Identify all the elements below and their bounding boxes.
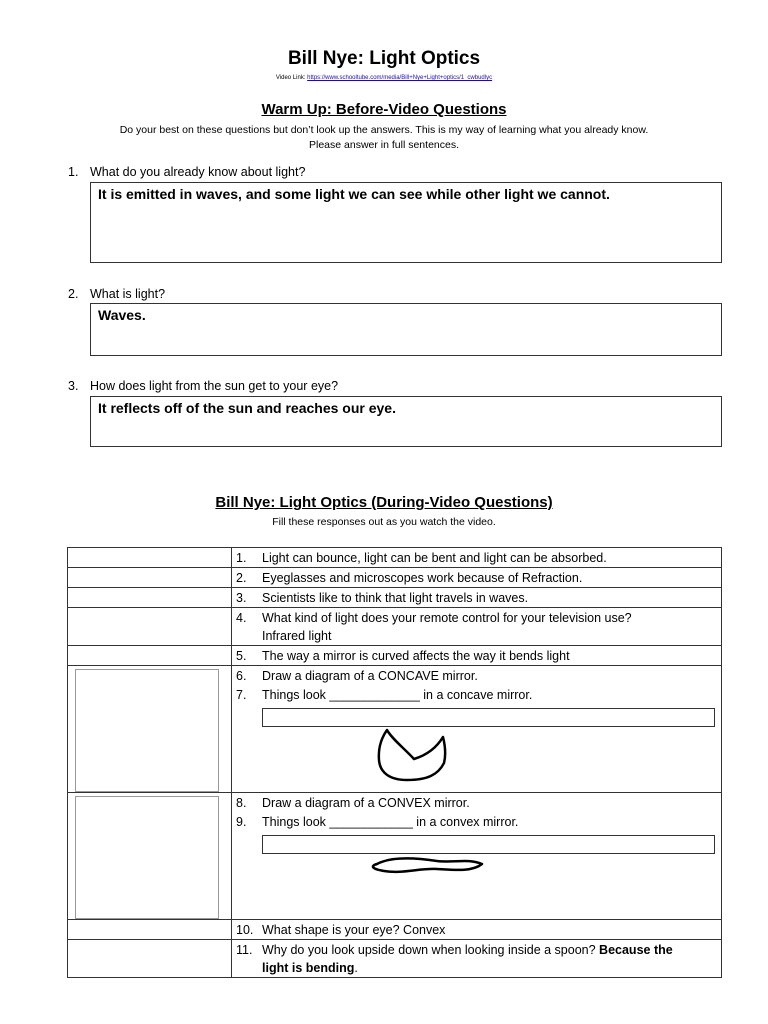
- drawing-cell: [68, 793, 232, 920]
- answer-box-3[interactable]: It reflects off of the sun and reaches our eye.: [90, 396, 722, 447]
- question-1: [68, 165, 305, 179]
- doodle-stroke: [373, 858, 482, 871]
- question-cell: [232, 940, 722, 978]
- question-text: What do you already know about light?: [90, 165, 306, 179]
- row-text: Things look _____________ in a concave mirror.: [262, 688, 533, 702]
- question-cell: [232, 920, 722, 940]
- row-text: The way a mirror is curved affects the way it bends light: [262, 649, 570, 663]
- row-text: What kind of light does your remote control for your television use?: [262, 611, 632, 625]
- row-number: 6.: [236, 669, 247, 683]
- question-2: [68, 287, 165, 301]
- question-cell: [232, 588, 722, 608]
- row-text: [262, 941, 717, 959]
- question-text: Why do you look upside down when looking inside a spoon?: [262, 943, 596, 957]
- question-text: What is light?: [90, 287, 166, 301]
- during-heading: Bill Nye: Light Optics (During-Video Questions): [215, 494, 553, 511]
- table-row: [68, 920, 722, 940]
- during-video-table: [67, 547, 722, 978]
- question-number: 1.: [68, 165, 79, 179]
- answer-cell[interactable]: [68, 568, 232, 588]
- row-answer: Infrared light: [262, 629, 332, 643]
- warmup-instructions-line-1: Do your best on these questions but don’t look up the answers. This is my way of learning what you already know.: [119, 124, 649, 136]
- table-row: [68, 666, 722, 793]
- answer-text: light is bending: [262, 961, 355, 975]
- answer-cell[interactable]: [68, 920, 232, 940]
- row-answer: [232, 959, 721, 977]
- row-text: Eyeglasses and microscopes work because of Refraction.: [262, 571, 583, 585]
- question-cell: [232, 666, 722, 793]
- row-number: 4.: [236, 611, 247, 625]
- warmup-instructions-line-2: Please answer in full sentences.: [309, 139, 459, 151]
- video-link-line: [0, 75, 768, 81]
- concave-drawing-box[interactable]: [75, 669, 219, 792]
- answer-cell[interactable]: [68, 646, 232, 666]
- row-text: Things look ____________ in a convex mirror.: [262, 815, 519, 829]
- answer-punctuation: .: [354, 961, 358, 975]
- row-text: Draw a diagram of a CONVEX mirror.: [262, 796, 470, 810]
- convex-drawing-box[interactable]: [75, 796, 219, 919]
- concave-mirror-doodle: [232, 727, 702, 787]
- warmup-heading: Warm Up: Before-Video Questions: [261, 101, 507, 118]
- question-3: [68, 379, 338, 393]
- row-number: 10.: [236, 923, 254, 937]
- convex-answer-field[interactable]: [262, 835, 715, 854]
- row-text: Draw a diagram of a CONCAVE mirror.: [262, 669, 478, 683]
- table-row: [68, 588, 722, 608]
- doodle-stroke: [379, 730, 445, 780]
- row-number: 7.: [236, 688, 247, 702]
- row-text: What shape is your eye? Convex: [262, 923, 446, 937]
- answer-cell[interactable]: [68, 548, 232, 568]
- drawing-cell: [68, 666, 232, 793]
- convex-mirror-doodle: [232, 854, 702, 882]
- question-cell: [232, 793, 722, 920]
- row-text: Scientists like to think that light travels in waves.: [262, 591, 529, 605]
- answer-cell[interactable]: [68, 608, 232, 646]
- video-link-label: Video Link:: [275, 75, 306, 81]
- answer-cell[interactable]: [68, 588, 232, 608]
- table-row: [68, 940, 722, 978]
- row-number: 1.: [236, 551, 247, 565]
- row-number: 9.: [236, 815, 247, 829]
- table-row: [68, 793, 722, 920]
- table-row: [68, 548, 722, 568]
- question-text: How does light from the sun get to your eye?: [90, 379, 339, 393]
- table-row: [68, 646, 722, 666]
- question-cell: [232, 568, 722, 588]
- row-text: Light can bounce, light can be bent and light can be absorbed.: [262, 551, 607, 565]
- warmup-instructions: [0, 123, 768, 153]
- video-link[interactable]: https://www.schooltube.com/media/Bill+Nye+Light+optics/1_cwbudlyc: [307, 75, 493, 81]
- row-number: 3.: [236, 591, 247, 605]
- row-number: 2.: [236, 571, 247, 585]
- row-number: 8.: [236, 796, 247, 810]
- question-cell: [232, 548, 722, 568]
- page-title: Bill Nye: Light Optics: [287, 48, 481, 69]
- answer-cell[interactable]: [68, 940, 232, 978]
- answer-box-2[interactable]: Waves.: [90, 303, 722, 356]
- table-row: [68, 568, 722, 588]
- question-number: 2.: [68, 287, 79, 301]
- concave-answer-field[interactable]: [262, 708, 715, 727]
- during-instructions: Fill these responses out as you watch the video.: [272, 516, 496, 528]
- table-row: [68, 608, 722, 646]
- question-cell: [232, 646, 722, 666]
- answer-text: Because the: [599, 943, 673, 957]
- question-number: 3.: [68, 379, 79, 393]
- row-number: 5.: [236, 649, 247, 663]
- row-number: 11.: [236, 943, 253, 957]
- answer-box-1[interactable]: It is emitted in waves, and some light we can see while other light we cannot.: [90, 182, 722, 263]
- question-cell: [232, 608, 722, 646]
